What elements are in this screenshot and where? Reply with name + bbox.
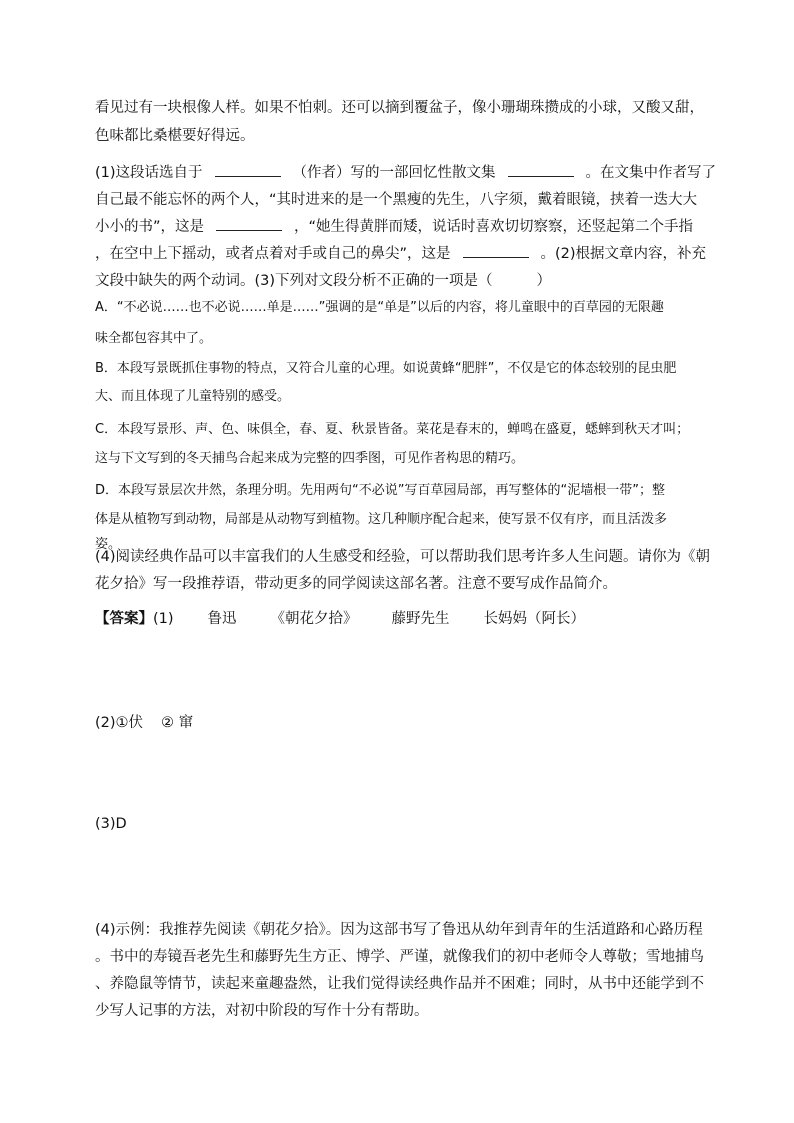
question-line: 自己最不能忘怀的两个人，“其时进来的是一个黑瘦的先生，八字须，戴着眼镜，挟着一迭大大 <box>95 192 698 208</box>
question-text: (1)这段话选自于 <box>95 165 203 181</box>
answer-line: 。书中的寿镜吾老先生和藤野先生方正、博学、严谨，就像我们的初中老师令人尊敬；雪地捕鸟 <box>95 949 704 965</box>
answer-item: 长妈妈（阿长） <box>483 611 586 627</box>
answer-line: (3)D <box>95 816 127 832</box>
question-line <box>95 161 716 182</box>
question-line <box>95 242 706 263</box>
answer-item: 鲁迅 <box>207 611 237 627</box>
question-text: （作者）写的一部回忆性散文集 <box>292 165 496 181</box>
answer-blank <box>508 164 574 177</box>
answer-line: 、养隐鼠等情节，读起来童趣盎然，让我们觉得读经典作品并不困难；同时，从书中还能学到不 <box>95 976 704 992</box>
answer-item: ② 窜 <box>161 715 194 731</box>
answer-line: (4)示例：我推荐先阅读《朝花夕拾》。因为这部书写了鲁迅从幼年到青年的生活道路和心路历程 <box>95 922 703 938</box>
option-b-line: 大、而且体现了儿童特别的感受。 <box>95 389 291 404</box>
answer-line: 少写人记事的方法，对初中阶段的写作十分有帮助。 <box>95 1003 429 1019</box>
option-d-line: D．本段写景层次井然，条理分明。先用两句“不必说”写百草园局部，再写整体的“泥墙根一带”；整 <box>95 483 665 498</box>
question-text: 。(2)根据文章内容，补充 <box>540 246 707 262</box>
question-text: ，在空中上下摇动，或者点着对手或自己的鼻尖”，这是 <box>95 246 451 262</box>
question-line: (4)阅读经典作品可以丰富我们的人生感受和经验，可以帮助我们思考许多人生问题。请你为《朝 <box>95 549 711 565</box>
answer-line <box>95 711 193 732</box>
question-line <box>95 269 551 290</box>
answer-item: 《朝花夕拾》 <box>270 611 358 627</box>
answer-blank <box>216 218 282 231</box>
answer-item: 藤野先生 <box>391 611 450 627</box>
option-b-line: B．本段写景既抓住事物的特点，又符合儿童的心理。如说黄蜂“肥胖”，不仅是它的体态较别的昆虫肥 <box>95 361 677 376</box>
option-a-line: A．“不必说……也不必说……单是……”强调的是“单是”以后的内容，将儿童眼中的百草园的无限趣 <box>95 300 664 315</box>
option-d-line: 姿。 <box>95 537 122 552</box>
answer-blank <box>215 164 281 177</box>
passage-line: 看见过有一块根像人样。如果不怕刺。还可以摘到覆盆子，像小珊瑚珠攒成的小球，又酸又甜， <box>95 100 704 116</box>
answer-number: (1) <box>153 611 174 627</box>
answer-line <box>95 607 585 628</box>
question-text: ） <box>536 273 552 289</box>
answer-item: (2)①伏 <box>95 715 144 731</box>
question-text: 文段中缺失的两个动词。(3)下列对文段分析不正确的一项是（ <box>95 273 493 289</box>
passage-line: 色味都比桑椹要好得远。 <box>95 128 255 144</box>
question-line <box>95 215 693 236</box>
question-text: 。在文集中作者写了 <box>585 165 717 181</box>
question-text: ，“她生得黄胖而矮，说话时喜欢切切察察，还竖起第二个手指 <box>294 219 694 235</box>
option-c-line: 这与下文写到的冬天捕鸟合起来成为完整的四季图，可见作者构思的精巧。 <box>95 451 525 466</box>
option-a-line: 味全都包容其中了。 <box>95 331 213 346</box>
option-d-line: 体是从植物写到动物，局部是从动物写到植物。这几种顺序配合起来，使写景不仅有序，而且活泼多 <box>95 512 668 527</box>
question-line: 花夕拾》写一段推荐语，带动更多的同学阅读这部名著。注意不要写成作品简介。 <box>95 576 617 592</box>
answer-blank <box>463 245 529 258</box>
answer-label: 【答案】 <box>95 611 153 627</box>
question-text: 小小的书”，这是 <box>95 219 205 235</box>
option-c-line: C．本段写景形、声、色、味俱全，春、夏、秋景皆备。菜花是春末的，蝉鸣在盛夏，蟋蟀到秋天才叫； <box>95 422 690 437</box>
